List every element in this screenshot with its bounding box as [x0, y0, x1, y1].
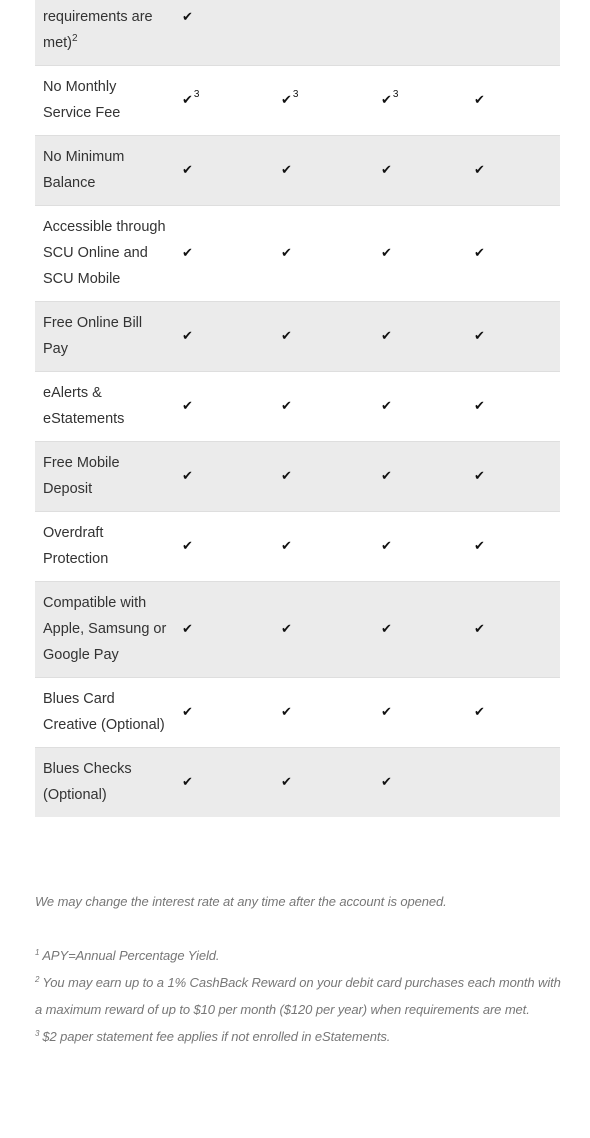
check-cell	[464, 0, 560, 66]
footnote-number: 2	[35, 974, 40, 984]
feature-cell	[35, 748, 172, 818]
footnotes	[35, 888, 565, 1050]
checkmark-icon: ✔	[474, 328, 485, 343]
table-row	[35, 206, 560, 302]
check-cell	[271, 512, 371, 582]
check-cell	[371, 302, 464, 372]
feature-cell	[35, 66, 172, 136]
checkmark-icon: ✔	[182, 92, 193, 107]
feature-cell	[35, 442, 172, 512]
check-cell	[271, 678, 371, 748]
check-cell	[464, 206, 560, 302]
check-cell	[172, 302, 271, 372]
table-row	[35, 0, 560, 66]
check-cell	[464, 678, 560, 748]
check-cell	[464, 442, 560, 512]
checkmark-icon: ✔	[381, 92, 392, 107]
check-footnote-ref: 3	[392, 88, 399, 100]
table-row	[35, 442, 560, 512]
check-cell	[371, 206, 464, 302]
checkmark-icon: ✔	[381, 621, 392, 636]
checkmark-icon: ✔	[281, 774, 292, 789]
checkmark-icon: ✔	[381, 538, 392, 553]
footnote-2	[35, 969, 565, 1023]
table-row	[35, 512, 560, 582]
check-cell	[172, 136, 271, 206]
checkmark-icon: ✔	[381, 245, 392, 260]
check-cell	[371, 66, 464, 136]
check-cell	[371, 582, 464, 678]
table-row	[35, 302, 560, 372]
check-cell	[371, 512, 464, 582]
feature-cell	[35, 512, 172, 582]
checkmark-icon: ✔	[182, 538, 193, 553]
check-cell	[172, 66, 271, 136]
feature-cell	[35, 678, 172, 748]
checkmark-icon: ✔	[474, 621, 485, 636]
check-cell	[464, 136, 560, 206]
feature-label: No Minimum Balance	[43, 149, 125, 191]
checkmark-icon: ✔	[281, 621, 292, 636]
checkmark-icon: ✔	[381, 328, 392, 343]
check-cell	[172, 372, 271, 442]
check-cell	[464, 512, 560, 582]
checkmark-icon: ✔	[381, 704, 392, 719]
table-row	[35, 582, 560, 678]
feature-label: Accessible through SCU Online and SCU Mobile	[43, 219, 166, 287]
footnote-text: $2 paper statement fee applies if not enrolled in eStatements.	[42, 1029, 391, 1044]
checkmark-icon: ✔	[281, 704, 292, 719]
feature-cell	[35, 372, 172, 442]
table-row	[35, 748, 560, 818]
interest-rate-note: We may change the interest rate at any time after the account is opened.	[35, 894, 447, 909]
feature-cell	[35, 0, 172, 66]
checkmark-icon: ✔	[474, 704, 485, 719]
checkmark-icon: ✔	[281, 468, 292, 483]
check-cell	[172, 512, 271, 582]
checkmark-icon: ✔	[381, 162, 392, 177]
table-body	[35, 0, 560, 817]
check-cell	[271, 66, 371, 136]
check-cell	[172, 582, 271, 678]
checkmark-icon: ✔	[182, 774, 193, 789]
footnote-text: You may earn up to a 1% CashBack Reward on your debit card purchases each month with a maximum reward of up to $10 per month ($120 per year) when requirements are met.	[35, 975, 561, 1017]
comparison-table-container	[35, 0, 560, 817]
check-cell	[464, 372, 560, 442]
check-cell	[464, 748, 560, 818]
checkmark-icon: ✔	[182, 398, 193, 413]
table-row	[35, 372, 560, 442]
feature-label: Blues Card Creative (Optional)	[43, 691, 165, 733]
checkmark-icon: ✔	[182, 621, 193, 636]
feature-label: Overdraft Protection	[43, 525, 109, 567]
checkmark-icon: ✔	[474, 468, 485, 483]
checkmark-icon: ✔	[381, 398, 392, 413]
checkmark-icon: ✔	[381, 468, 392, 483]
feature-label: eAlerts & eStatements	[43, 385, 125, 427]
feature-label: Free Mobile Deposit	[43, 455, 120, 497]
checkmark-icon: ✔	[281, 92, 292, 107]
checkmark-icon: ✔	[474, 245, 485, 260]
checkmark-icon: ✔	[474, 92, 485, 107]
feature-cell	[35, 206, 172, 302]
check-cell	[172, 442, 271, 512]
check-cell	[172, 748, 271, 818]
check-cell	[271, 206, 371, 302]
checkmark-icon: ✔	[182, 328, 193, 343]
feature-label: No Monthly Service Fee	[43, 79, 121, 121]
feature-label: Compatible with Apple, Samsung or Google Pay	[43, 595, 167, 663]
table-row	[35, 678, 560, 748]
checkmark-icon: ✔	[182, 162, 193, 177]
checkmark-icon: ✔	[281, 398, 292, 413]
feature-cell	[35, 582, 172, 678]
footnote-3	[35, 1023, 565, 1050]
check-cell	[371, 372, 464, 442]
footnote-number: 1	[35, 947, 40, 957]
feature-footnote-ref: 2	[72, 33, 78, 45]
checkmark-icon: ✔	[182, 9, 193, 24]
account-comparison-table	[35, 0, 560, 817]
feature-label: requirements are met)	[43, 9, 153, 51]
check-cell	[271, 442, 371, 512]
checkmark-icon: ✔	[474, 162, 485, 177]
feature-cell	[35, 136, 172, 206]
check-cell	[371, 678, 464, 748]
footnote-text: APY=Annual Percentage Yield.	[42, 948, 220, 963]
check-cell	[271, 582, 371, 678]
check-cell	[271, 748, 371, 818]
check-cell	[271, 136, 371, 206]
checkmark-icon: ✔	[381, 774, 392, 789]
feature-label: Free Online Bill Pay	[43, 315, 143, 357]
checkmark-icon: ✔	[281, 162, 292, 177]
table-row	[35, 136, 560, 206]
check-footnote-ref: 3	[193, 88, 200, 100]
check-cell	[271, 372, 371, 442]
check-cell	[172, 206, 271, 302]
check-cell	[464, 66, 560, 136]
check-footnote-ref: 3	[292, 88, 299, 100]
check-cell	[271, 302, 371, 372]
checkmark-icon: ✔	[281, 328, 292, 343]
check-cell	[464, 582, 560, 678]
check-cell	[271, 0, 371, 66]
check-cell	[172, 0, 271, 66]
checkmark-icon: ✔	[474, 398, 485, 413]
check-cell	[371, 748, 464, 818]
footnote-1	[35, 942, 565, 969]
feature-label: Blues Checks (Optional)	[43, 761, 132, 803]
table-row	[35, 66, 560, 136]
check-cell	[371, 136, 464, 206]
footnote-number: 3	[35, 1028, 40, 1038]
checkmark-icon: ✔	[281, 245, 292, 260]
checkmark-icon: ✔	[182, 468, 193, 483]
check-cell	[371, 442, 464, 512]
checkmark-icon: ✔	[474, 538, 485, 553]
check-cell	[371, 0, 464, 66]
check-cell	[172, 678, 271, 748]
checkmark-icon: ✔	[182, 704, 193, 719]
feature-cell	[35, 302, 172, 372]
check-cell	[464, 302, 560, 372]
checkmark-icon: ✔	[281, 538, 292, 553]
checkmark-icon: ✔	[182, 245, 193, 260]
